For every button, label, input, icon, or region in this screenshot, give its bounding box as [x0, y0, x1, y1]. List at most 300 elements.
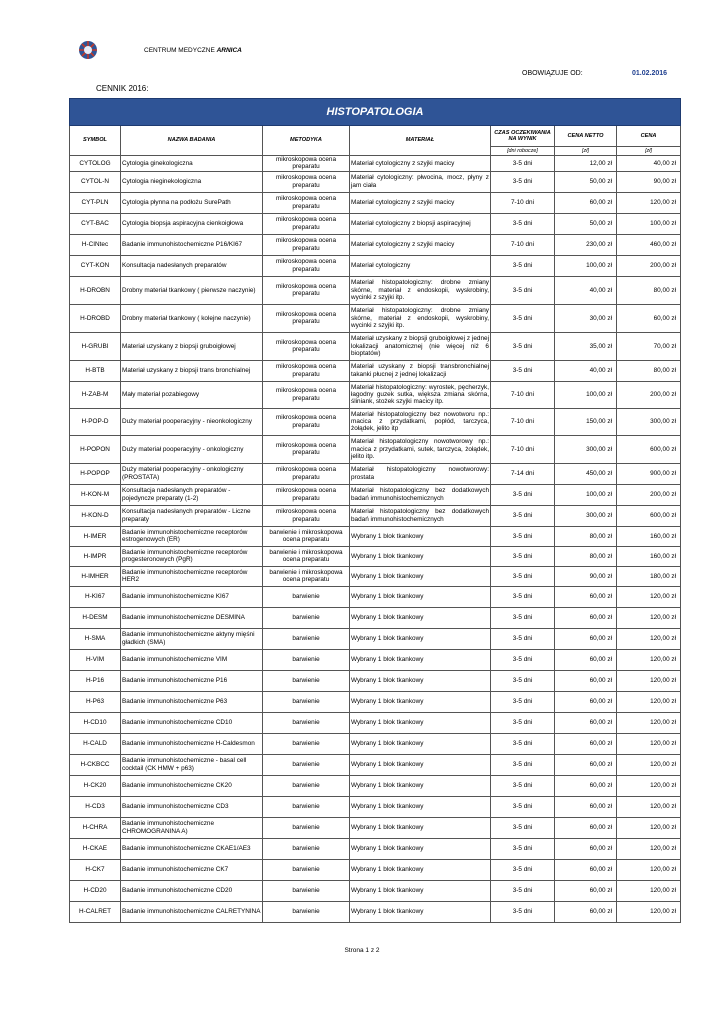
cell-method: mikroskopowa ocena preparatu	[263, 408, 350, 435]
cell-method: barwienie	[263, 901, 350, 922]
cell-material: Wybrany 1 blok tkankowy	[350, 901, 491, 922]
cell-name: Badanie immunohistochemiczne P16/KI67	[121, 234, 263, 255]
col-time: CZAS OCZEKIWANIA NA WYNIK	[491, 126, 555, 147]
cell-net: 100,00 zł	[555, 484, 617, 505]
cell-material: Wybrany 1 blok tkankowy	[350, 628, 491, 649]
cell-symbol: H-POP-D	[70, 408, 121, 435]
cell-method: barwienie i mikroskopowa ocena preparatu	[263, 546, 350, 566]
cell-net: 60,00 zł	[555, 775, 617, 796]
cell-price: 460,00 zł	[617, 234, 681, 255]
cell-method: barwienie	[263, 691, 350, 712]
cell-material: Wybrany 1 blok tkankowy	[350, 607, 491, 628]
cell-symbol: H-POPON	[70, 435, 121, 463]
table-row	[70, 566, 681, 586]
cell-material: Wybrany 1 blok tkankowy	[350, 712, 491, 733]
arnica-logo-icon	[76, 38, 100, 62]
cell-time: 3-5 dni	[491, 754, 555, 775]
cell-method: mikroskopowa ocena preparatu	[263, 360, 350, 381]
cell-time: 3-5 dni	[491, 484, 555, 505]
cell-price: 160,00 zł	[617, 526, 681, 546]
table-row	[70, 733, 681, 754]
cell-material: Wybrany 1 blok tkankowy	[350, 838, 491, 859]
cell-name: Konsultacja nadesłanych preparatów - pojedyncze preparaty (1-2)	[121, 484, 263, 505]
cell-material: Wybrany 1 blok tkankowy	[350, 859, 491, 880]
table-row	[70, 607, 681, 628]
cell-time: 3-5 dni	[491, 838, 555, 859]
cell-net: 60,00 zł	[555, 901, 617, 922]
table-row	[70, 408, 681, 435]
col-name: NAZWA BADANIA	[121, 126, 263, 156]
cell-method: mikroskopowa ocena preparatu	[263, 255, 350, 276]
cell-price: 120,00 zł	[617, 901, 681, 922]
cell-time: 3-5 dni	[491, 775, 555, 796]
cell-price: 120,00 zł	[617, 192, 681, 213]
cell-method: mikroskopowa ocena preparatu	[263, 213, 350, 234]
cell-net: 100,00 zł	[555, 381, 617, 408]
cell-name: Drobny materiał tkankowy ( pierwsze naczynie)	[121, 276, 263, 304]
cell-method: barwienie	[263, 733, 350, 754]
table-row	[70, 526, 681, 546]
cell-price: 120,00 zł	[617, 754, 681, 775]
cell-net: 150,00 zł	[555, 408, 617, 435]
cell-price: 120,00 zł	[617, 859, 681, 880]
table-row	[70, 546, 681, 566]
cell-time: 3-5 dni	[491, 796, 555, 817]
cell-name: Badanie immunohistochemiczne VIM	[121, 649, 263, 670]
center-name-brand: ARNICA	[216, 47, 242, 54]
cell-time: 3-5 dni	[491, 649, 555, 670]
cell-method: mikroskopowa ocena preparatu	[263, 234, 350, 255]
cell-symbol: CYTOLOG	[70, 156, 121, 172]
cell-method: barwienie i mikroskopowa ocena preparatu	[263, 526, 350, 546]
cell-name: Badanie immunohistochemiczne CD20	[121, 880, 263, 901]
cell-method: mikroskopowa ocena preparatu	[263, 304, 350, 332]
cell-symbol: H-IMHER	[70, 566, 121, 586]
table-row	[70, 192, 681, 213]
cell-name: Badanie immunohistochemiczne receptorów estrogenowych (ER)	[121, 526, 263, 546]
table-row	[70, 649, 681, 670]
cell-name: Duży materiał pooperacyjny - onkologiczny	[121, 435, 263, 463]
table-row	[70, 171, 681, 192]
cell-price: 60,00 zł	[617, 304, 681, 332]
cell-method: mikroskopowa ocena preparatu	[263, 171, 350, 192]
cell-time: 3-5 dni	[491, 586, 555, 607]
cell-method: barwienie	[263, 649, 350, 670]
cell-symbol: H-GRUBI	[70, 332, 121, 360]
cell-name: Duży materiał pooperacyjny - nieonkologiczny	[121, 408, 263, 435]
cell-time: 3-5 dni	[491, 255, 555, 276]
cell-net: 60,00 zł	[555, 817, 617, 838]
cell-price: 120,00 zł	[617, 607, 681, 628]
cell-name: Cytologia płynna na podłożu SurePath	[121, 192, 263, 213]
cell-name: Badanie immunohistochemiczne CHROMOGRANINA A)	[121, 817, 263, 838]
unit-net: [zł]	[555, 147, 617, 156]
cell-symbol: H-DROBD	[70, 304, 121, 332]
cell-method: barwienie	[263, 796, 350, 817]
cell-symbol: CYT-KON	[70, 255, 121, 276]
table-row	[70, 304, 681, 332]
cell-net: 450,00 zł	[555, 463, 617, 484]
cell-time: 3-5 dni	[491, 859, 555, 880]
cell-price: 70,00 zł	[617, 332, 681, 360]
cell-net: 60,00 zł	[555, 733, 617, 754]
cell-name: Badanie immunohistochemiczne receptorów progesteronowych (PgR)	[121, 546, 263, 566]
cell-time: 3-5 dni	[491, 156, 555, 172]
table-row	[70, 796, 681, 817]
cell-symbol: H-CALRET	[70, 901, 121, 922]
cell-name: Badanie immunohistochemiczne DESMINA	[121, 607, 263, 628]
cell-material: Materiał cytologiczny: płwocina, mocz, płyny z jam ciała	[350, 171, 491, 192]
cell-method: barwienie	[263, 838, 350, 859]
cell-symbol: H-P16	[70, 670, 121, 691]
cell-time: 3-5 dni	[491, 817, 555, 838]
cell-material: Wybrany 1 blok tkankowy	[350, 775, 491, 796]
cell-material: Materiał histopatologiczny nowotworowy: prostata	[350, 463, 491, 484]
cell-price: 40,00 zł	[617, 156, 681, 172]
price-list-title: CENNIK 2016:	[96, 84, 149, 93]
cell-price: 100,00 zł	[617, 213, 681, 234]
cell-symbol: H-IMPR	[70, 546, 121, 566]
cell-name: Materiał uzyskany z biopsji trans bronchialnej	[121, 360, 263, 381]
cell-price: 120,00 zł	[617, 586, 681, 607]
cell-material: Materiał histopatologiczny: drobne zmiany skórne, materiał z endoskopii, wyskrobiny, wycinki z szyjki itp.	[350, 276, 491, 304]
cell-symbol: H-SMA	[70, 628, 121, 649]
cell-price: 120,00 zł	[617, 775, 681, 796]
col-symbol: SYMBOL	[70, 126, 121, 156]
table-row	[70, 712, 681, 733]
cell-method: mikroskopowa ocena preparatu	[263, 505, 350, 526]
cell-symbol: H-CD3	[70, 796, 121, 817]
table-row	[70, 156, 681, 172]
cell-name: Duży materiał pooperacyjny - onkologiczny (PROSTATA)	[121, 463, 263, 484]
cell-net: 90,00 zł	[555, 566, 617, 586]
cell-method: barwienie	[263, 712, 350, 733]
cell-net: 60,00 zł	[555, 607, 617, 628]
cell-symbol: H-DROBN	[70, 276, 121, 304]
table-row	[70, 332, 681, 360]
cell-symbol: H-KI67	[70, 586, 121, 607]
cell-method: mikroskopowa ocena preparatu	[263, 381, 350, 408]
table-row	[70, 276, 681, 304]
table-row	[70, 859, 681, 880]
table-row	[70, 838, 681, 859]
page-number: Strona 1 z 2	[344, 947, 380, 954]
table-row	[70, 775, 681, 796]
center-name	[144, 47, 242, 54]
cell-symbol: H-KON-D	[70, 505, 121, 526]
cell-net: 35,00 zł	[555, 332, 617, 360]
table-row	[70, 670, 681, 691]
cell-time: 3-5 dni	[491, 546, 555, 566]
unit-time: [dni robocze]	[491, 147, 555, 156]
valid-from-date: 01.02.2016	[632, 70, 668, 77]
cell-name: Materiał uzyskany z biopsji gruboigłowej	[121, 332, 263, 360]
cell-material: Materiał cytologiczny	[350, 255, 491, 276]
cell-price: 80,00 zł	[617, 360, 681, 381]
cell-method: mikroskopowa ocena preparatu	[263, 463, 350, 484]
cell-material: Wybrany 1 blok tkankowy	[350, 649, 491, 670]
cell-material: Wybrany 1 blok tkankowy	[350, 546, 491, 566]
cell-net: 12,00 zł	[555, 156, 617, 172]
cell-symbol: H-CK20	[70, 775, 121, 796]
cell-net: 40,00 zł	[555, 360, 617, 381]
cell-price: 160,00 zł	[617, 546, 681, 566]
cell-material: Wybrany 1 blok tkankowy	[350, 754, 491, 775]
cell-price: 200,00 zł	[617, 381, 681, 408]
cell-price: 900,00 zł	[617, 463, 681, 484]
cell-net: 60,00 zł	[555, 754, 617, 775]
cell-method: barwienie	[263, 754, 350, 775]
cell-method: barwienie	[263, 817, 350, 838]
cell-time: 3-5 dni	[491, 526, 555, 546]
cell-symbol: H-CINtec	[70, 234, 121, 255]
cell-method: barwienie	[263, 859, 350, 880]
cell-price: 80,00 zł	[617, 276, 681, 304]
cell-material: Wybrany 1 blok tkankowy	[350, 566, 491, 586]
table-row	[70, 880, 681, 901]
cell-time: 3-5 dni	[491, 360, 555, 381]
table-row	[70, 213, 681, 234]
cell-price: 120,00 zł	[617, 733, 681, 754]
cell-material: Materiał uzyskany z biopsji gruboigłowej z jednej lokalizacji anatomicznej (nie więcej niż 6 bioptatów)	[350, 332, 491, 360]
cell-price: 120,00 zł	[617, 838, 681, 859]
cell-name: Badanie immunohistochemiczne CALRETYNINA	[121, 901, 263, 922]
cell-price: 120,00 zł	[617, 817, 681, 838]
cell-price: 180,00 zł	[617, 566, 681, 586]
cell-name: Badanie immunohistochemiczne P16	[121, 670, 263, 691]
cell-symbol: H-CD10	[70, 712, 121, 733]
col-price: CENA	[617, 126, 681, 147]
cell-time: 3-5 dni	[491, 213, 555, 234]
cell-time: 7-14 dni	[491, 463, 555, 484]
cell-name: Cytologia nieginekologiczna	[121, 171, 263, 192]
cell-time: 3-5 dni	[491, 171, 555, 192]
cell-method: barwienie	[263, 880, 350, 901]
table-row	[70, 463, 681, 484]
cell-material: Materiał cytologiczny z szyjki macicy	[350, 234, 491, 255]
cell-method: barwienie	[263, 775, 350, 796]
cell-name: Badanie immunohistochemiczne CKAE1/AE3	[121, 838, 263, 859]
cell-time: 3-5 dni	[491, 670, 555, 691]
center-name-prefix: CENTRUM MEDYCZNE	[144, 47, 215, 54]
cell-name: Badanie immunohistochemiczne CK20	[121, 775, 263, 796]
cell-material: Wybrany 1 blok tkankowy	[350, 691, 491, 712]
cell-symbol: H-ZAB-M	[70, 381, 121, 408]
cell-name: Badanie immunohistochemiczne KI67	[121, 586, 263, 607]
table-row	[70, 586, 681, 607]
cell-method: mikroskopowa ocena preparatu	[263, 276, 350, 304]
cell-time: 3-5 dni	[491, 276, 555, 304]
cell-time: 7-10 dni	[491, 435, 555, 463]
cell-price: 120,00 zł	[617, 796, 681, 817]
cell-material: Materiał histopatologiczny bez dodatkowych badań immunohistochemicznych	[350, 484, 491, 505]
cell-net: 60,00 zł	[555, 796, 617, 817]
cell-method: mikroskopowa ocena preparatu	[263, 435, 350, 463]
table-row	[70, 754, 681, 775]
cell-symbol: H-CD20	[70, 880, 121, 901]
cell-symbol: H-CK7	[70, 859, 121, 880]
cell-material: Materiał cytologiczny z szyjki macicy	[350, 156, 491, 172]
cell-time: 3-5 dni	[491, 880, 555, 901]
cell-price: 200,00 zł	[617, 255, 681, 276]
cell-material: Materiał histopatologiczny bez nowotworu np.: macica z przydatkami, popłód, tarczyca, żołądek, jelito itp	[350, 408, 491, 435]
cell-net: 50,00 zł	[555, 213, 617, 234]
cell-price: 600,00 zł	[617, 435, 681, 463]
cell-material: Materiał cytologiczny z szyjki macicy	[350, 192, 491, 213]
cell-net: 30,00 zł	[555, 304, 617, 332]
cell-material: Materiał histopatologiczny nowotworowy np.: macica z przydatkami, sutek, tarczyca, żołądek, jelito itp.	[350, 435, 491, 463]
cell-symbol: H-P63	[70, 691, 121, 712]
table-row	[70, 691, 681, 712]
cell-material: Wybrany 1 blok tkankowy	[350, 733, 491, 754]
cell-material: Wybrany 1 blok tkankowy	[350, 880, 491, 901]
cell-net: 300,00 zł	[555, 505, 617, 526]
cell-time: 3-5 dni	[491, 733, 555, 754]
cell-material: Materiał uzyskany z biopsji transbronchialnej takanki płucnej z jednej lokalizacji	[350, 360, 491, 381]
cell-net: 100,00 zł	[555, 255, 617, 276]
cell-net: 60,00 zł	[555, 628, 617, 649]
cell-symbol: H-CHRA	[70, 817, 121, 838]
cell-time: 3-5 dni	[491, 505, 555, 526]
cell-time: 3-5 dni	[491, 628, 555, 649]
cell-net: 60,00 zł	[555, 880, 617, 901]
cell-net: 60,00 zł	[555, 691, 617, 712]
cell-net: 60,00 zł	[555, 670, 617, 691]
cell-method: barwienie i mikroskopowa ocena preparatu	[263, 566, 350, 586]
cell-price: 120,00 zł	[617, 691, 681, 712]
cell-method: mikroskopowa ocena preparatu	[263, 332, 350, 360]
cell-net: 60,00 zł	[555, 838, 617, 859]
table-row	[70, 360, 681, 381]
cell-net: 50,00 zł	[555, 171, 617, 192]
table-row	[70, 484, 681, 505]
cell-net: 60,00 zł	[555, 192, 617, 213]
cell-net: 60,00 zł	[555, 859, 617, 880]
cell-time: 3-5 dni	[491, 566, 555, 586]
cell-name: Drobny materiał tkankowy ( kolejne naczynie)	[121, 304, 263, 332]
cell-name: Badanie immunohistochemiczne receptorów HER2	[121, 566, 263, 586]
cell-price: 120,00 zł	[617, 712, 681, 733]
cell-method: barwienie	[263, 670, 350, 691]
cell-net: 60,00 zł	[555, 712, 617, 733]
cell-name: Badanie immunohistochemiczne aktyny mięśni gładkich (SMA)	[121, 628, 263, 649]
cell-price: 120,00 zł	[617, 649, 681, 670]
table-row	[70, 255, 681, 276]
cell-time: 7-10 dni	[491, 234, 555, 255]
cell-symbol: H-VIM	[70, 649, 121, 670]
cell-price: 90,00 zł	[617, 171, 681, 192]
cell-name: Badanie immunohistochemiczne - basal cell cocktail (CK HMW + p63)	[121, 754, 263, 775]
cell-symbol: H-CALD	[70, 733, 121, 754]
cell-name: Cytologia ginekologiczna	[121, 156, 263, 172]
cell-symbol: H-BTB	[70, 360, 121, 381]
cell-price: 120,00 zł	[617, 628, 681, 649]
table-row	[70, 628, 681, 649]
section-title: HISTOPATOLOGIA	[70, 99, 681, 126]
cell-name: Mały materiał pozabiegowy	[121, 381, 263, 408]
cell-method: barwienie	[263, 607, 350, 628]
cell-material: Wybrany 1 blok tkankowy	[350, 796, 491, 817]
cell-method: barwienie	[263, 628, 350, 649]
cell-net: 60,00 zł	[555, 586, 617, 607]
table-row	[70, 505, 681, 526]
cell-net: 80,00 zł	[555, 546, 617, 566]
cell-name: Cytologia biopsja aspiracyjna cienkoigłowa	[121, 213, 263, 234]
cell-time: 3-5 dni	[491, 901, 555, 922]
table-row	[70, 381, 681, 408]
cell-time: 3-5 dni	[491, 607, 555, 628]
cell-time: 7-10 dni	[491, 192, 555, 213]
cell-symbol: CYT-PLN	[70, 192, 121, 213]
table-row	[70, 234, 681, 255]
cell-symbol: H-CKBCC	[70, 754, 121, 775]
cell-method: mikroskopowa ocena preparatu	[263, 484, 350, 505]
cell-price: 300,00 zł	[617, 408, 681, 435]
cell-time: 3-5 dni	[491, 691, 555, 712]
cell-method: mikroskopowa ocena preparatu	[263, 156, 350, 172]
col-net: CENA NETTO	[555, 126, 617, 147]
table-row	[70, 901, 681, 922]
cell-material: Wybrany 1 blok tkankowy	[350, 817, 491, 838]
cell-time: 3-5 dni	[491, 304, 555, 332]
col-material: MATERIAŁ	[350, 126, 491, 156]
cell-price: 120,00 zł	[617, 880, 681, 901]
cell-material: Wybrany 1 blok tkankowy	[350, 586, 491, 607]
cell-name: Badanie immunohistochemiczne P63	[121, 691, 263, 712]
cell-material: Materiał histopatologiczny bez dodatkowych badań immunohistochemicznych	[350, 505, 491, 526]
cell-symbol: H-DESM	[70, 607, 121, 628]
cell-name: Badanie immunohistochemiczne CD3	[121, 796, 263, 817]
cell-material: Wybrany 1 blok tkankowy	[350, 526, 491, 546]
cell-symbol: H-CKAE	[70, 838, 121, 859]
col-method: METODYKA	[263, 126, 350, 156]
cell-name: Badanie immunohistochemiczne CD10	[121, 712, 263, 733]
cell-material: Materiał cytologiczny z biopsji aspiracyjnej	[350, 213, 491, 234]
cell-symbol: CYT-BAC	[70, 213, 121, 234]
cell-name: Konsultacja nadesłanych preparatów - Liczne preparaty	[121, 505, 263, 526]
cell-name: Badanie immunohistochemiczne CK7	[121, 859, 263, 880]
valid-from-label: OBOWIĄZUJE OD:	[522, 70, 583, 77]
table-row	[70, 435, 681, 463]
cell-net: 300,00 zł	[555, 435, 617, 463]
cell-time: 7-10 dni	[491, 408, 555, 435]
cell-method: barwienie	[263, 586, 350, 607]
cell-time: 3-5 dni	[491, 712, 555, 733]
cell-material: Wybrany 1 blok tkankowy	[350, 670, 491, 691]
table-row	[70, 817, 681, 838]
cell-name: Konsultacja nadesłanych preparatów	[121, 255, 263, 276]
price-table	[69, 98, 681, 923]
cell-net: 80,00 zł	[555, 526, 617, 546]
cell-material: Materiał histopatologiczny: wyrostek, pęcherzyk, łagodny guzek sutka, większa zmiana skórna, śliniank, stożek szyjki macicy itp.	[350, 381, 491, 408]
cell-price: 200,00 zł	[617, 484, 681, 505]
cell-time: 3-5 dni	[491, 332, 555, 360]
cell-symbol: H-KON-M	[70, 484, 121, 505]
cell-symbol: H-POPOP	[70, 463, 121, 484]
cell-symbol: CYTOL-N	[70, 171, 121, 192]
cell-price: 120,00 zł	[617, 670, 681, 691]
cell-net: 230,00 zł	[555, 234, 617, 255]
cell-name: Badanie immunohistochemiczne H-Caldesmon	[121, 733, 263, 754]
cell-method: mikroskopowa ocena preparatu	[263, 192, 350, 213]
cell-net: 60,00 zł	[555, 649, 617, 670]
unit-price: [zł]	[617, 147, 681, 156]
cell-symbol: H-IMER	[70, 526, 121, 546]
cell-material: Materiał histopatologiczny: drobne zmiany skórne, materiał z endoskopii, wyskrobiny, wycinki z szyjki itp.	[350, 304, 491, 332]
cell-net: 40,00 zł	[555, 276, 617, 304]
cell-time: 7-10 dni	[491, 381, 555, 408]
cell-price: 600,00 zł	[617, 505, 681, 526]
